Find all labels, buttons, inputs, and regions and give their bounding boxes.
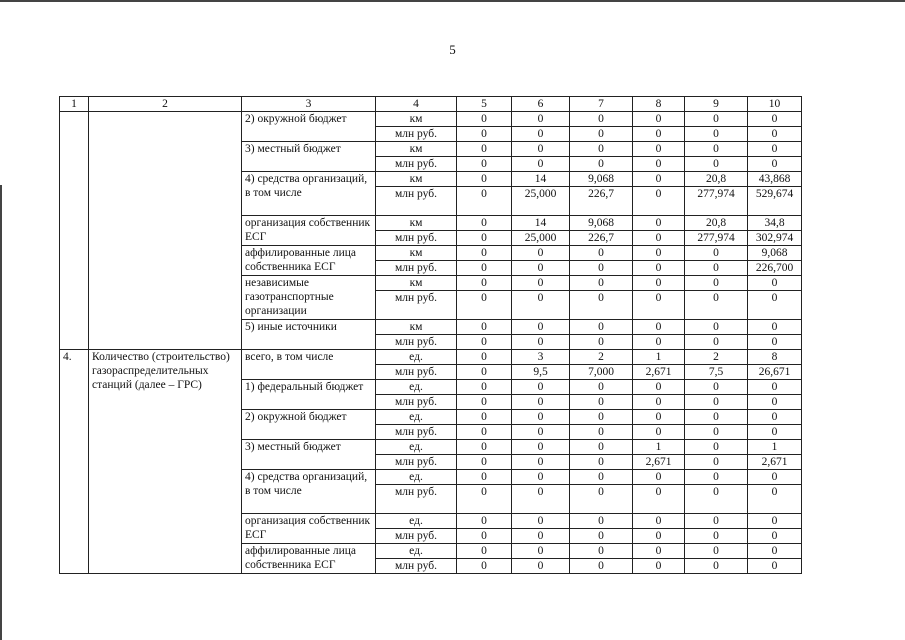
funding-source: всего, в том числе [242, 350, 376, 380]
unit: км [376, 112, 457, 127]
value-cell: 0 [570, 246, 633, 261]
value-cell: 0 [570, 440, 633, 455]
value-cell: 7,000 [570, 365, 633, 380]
value-cell: 0 [570, 529, 633, 544]
value-cell: 0 [570, 485, 633, 514]
value-cell: 0 [685, 380, 748, 395]
funding-source: 4) средства организаций, в том числе [242, 172, 376, 216]
funding-source: аффилированные лица собственника ЕСГ [242, 544, 376, 574]
value-cell: 0 [512, 246, 570, 261]
unit: км [376, 246, 457, 261]
value-cell: 0 [512, 112, 570, 127]
value-cell: 0 [512, 425, 570, 440]
value-cell: 0 [512, 440, 570, 455]
unit: млн руб. [376, 261, 457, 276]
value-cell: 0 [512, 470, 570, 485]
column-header: 1 [60, 97, 89, 112]
value-cell: 0 [633, 380, 685, 395]
value-cell: 277,974 [685, 187, 748, 216]
unit: км [376, 142, 457, 157]
value-cell: 0 [748, 425, 802, 440]
value-cell: 226,7 [570, 187, 633, 216]
column-header: 8 [633, 97, 685, 112]
value-cell: 0 [512, 529, 570, 544]
value-cell: 2 [685, 350, 748, 365]
value-cell: 0 [512, 127, 570, 142]
value-cell: 0 [685, 276, 748, 291]
unit: млн руб. [376, 559, 457, 574]
column-header: 4 [376, 97, 457, 112]
value-cell: 0 [570, 455, 633, 470]
column-header: 5 [457, 97, 512, 112]
value-cell: 3 [512, 350, 570, 365]
value-cell: 2,671 [633, 365, 685, 380]
value-cell: 34,8 [748, 216, 802, 231]
value-cell: 0 [457, 231, 512, 246]
value-cell: 0 [633, 559, 685, 574]
value-cell: 0 [685, 395, 748, 410]
value-cell: 0 [748, 157, 802, 172]
value-cell: 0 [685, 455, 748, 470]
unit: млн руб. [376, 157, 457, 172]
value-cell: 0 [457, 425, 512, 440]
value-cell: 0 [570, 514, 633, 529]
column-header: 9 [685, 97, 748, 112]
unit: млн руб. [376, 529, 457, 544]
indicator-name [89, 112, 242, 350]
value-cell: 0 [748, 291, 802, 320]
value-cell: 0 [457, 410, 512, 425]
unit: млн руб. [376, 127, 457, 142]
value-cell: 0 [570, 425, 633, 440]
value-cell: 0 [633, 485, 685, 514]
value-cell: 0 [748, 559, 802, 574]
value-cell: 0 [457, 291, 512, 320]
value-cell: 0 [457, 276, 512, 291]
value-cell: 0 [633, 320, 685, 335]
funding-source: 1) федеральный бюджет [242, 380, 376, 410]
value-cell: 0 [512, 544, 570, 559]
value-cell: 0 [748, 142, 802, 157]
value-cell: 0 [512, 410, 570, 425]
value-cell: 0 [633, 425, 685, 440]
unit: ед. [376, 380, 457, 395]
value-cell: 25,000 [512, 231, 570, 246]
unit: км [376, 172, 457, 187]
value-cell: 0 [570, 291, 633, 320]
value-cell: 0 [457, 485, 512, 514]
value-cell: 0 [570, 157, 633, 172]
column-header: 3 [242, 97, 376, 112]
value-cell: 0 [457, 172, 512, 187]
table-row [60, 350, 802, 365]
funding-source: 3) местный бюджет [242, 440, 376, 470]
value-cell: 0 [748, 410, 802, 425]
value-cell: 0 [457, 335, 512, 350]
value-cell: 0 [685, 261, 748, 276]
value-cell: 0 [457, 470, 512, 485]
value-cell: 0 [633, 246, 685, 261]
value-cell: 0 [748, 320, 802, 335]
unit: ед. [376, 544, 457, 559]
unit: км [376, 216, 457, 231]
value-cell: 0 [748, 544, 802, 559]
value-cell: 0 [570, 544, 633, 559]
value-cell: 0 [685, 246, 748, 261]
value-cell: 0 [457, 350, 512, 365]
value-cell: 0 [457, 112, 512, 127]
value-cell: 0 [457, 142, 512, 157]
unit: млн руб. [376, 485, 457, 514]
value-cell: 0 [457, 127, 512, 142]
unit: ед. [376, 440, 457, 455]
value-cell: 0 [512, 335, 570, 350]
value-cell: 0 [748, 112, 802, 127]
value-cell: 0 [633, 157, 685, 172]
value-cell: 0 [457, 216, 512, 231]
value-cell: 0 [685, 425, 748, 440]
value-cell: 0 [633, 187, 685, 216]
value-cell: 2 [570, 350, 633, 365]
table-body [60, 97, 802, 574]
value-cell: 0 [748, 395, 802, 410]
funding-source: 2) окружной бюджет [242, 112, 376, 142]
value-cell: 0 [685, 320, 748, 335]
value-cell: 0 [633, 142, 685, 157]
value-cell: 0 [633, 514, 685, 529]
value-cell: 0 [685, 157, 748, 172]
value-cell: 0 [633, 276, 685, 291]
value-cell: 8 [748, 350, 802, 365]
value-cell: 0 [512, 395, 570, 410]
funding-source: 4) средства организаций, в том числе [242, 470, 376, 514]
value-cell: 0 [748, 335, 802, 350]
value-cell: 1 [633, 440, 685, 455]
value-cell: 0 [457, 440, 512, 455]
funding-source: 3) местный бюджет [242, 142, 376, 172]
value-cell: 0 [685, 127, 748, 142]
value-cell: 0 [570, 410, 633, 425]
value-cell: 0 [685, 514, 748, 529]
funding-source: 5) иные источники [242, 320, 376, 350]
value-cell: 14 [512, 172, 570, 187]
value-cell: 0 [457, 187, 512, 216]
value-cell: 0 [685, 142, 748, 157]
value-cell: 0 [512, 514, 570, 529]
value-cell: 0 [633, 544, 685, 559]
value-cell: 14 [512, 216, 570, 231]
value-cell: 25,000 [512, 187, 570, 216]
unit: млн руб. [376, 425, 457, 440]
value-cell: 0 [457, 529, 512, 544]
value-cell: 43,868 [748, 172, 802, 187]
value-cell: 0 [748, 485, 802, 514]
value-cell: 0 [570, 380, 633, 395]
table-row [60, 112, 802, 127]
unit: км [376, 320, 457, 335]
value-cell: 0 [457, 395, 512, 410]
column-header: 6 [512, 97, 570, 112]
value-cell: 0 [570, 261, 633, 276]
scan-top-edge [0, 0, 905, 2]
value-cell: 0 [570, 112, 633, 127]
value-cell: 0 [570, 395, 633, 410]
value-cell: 0 [512, 291, 570, 320]
value-cell: 0 [633, 112, 685, 127]
value-cell: 0 [685, 440, 748, 455]
column-header: 7 [570, 97, 633, 112]
value-cell: 0 [633, 395, 685, 410]
value-cell: 0 [633, 470, 685, 485]
value-cell: 0 [748, 276, 802, 291]
header-row [60, 97, 802, 112]
value-cell: 0 [570, 127, 633, 142]
unit: млн руб. [376, 455, 457, 470]
value-cell: 1 [748, 440, 802, 455]
value-cell: 0 [457, 380, 512, 395]
value-cell: 0 [685, 410, 748, 425]
value-cell: 277,974 [685, 231, 748, 246]
unit: ед. [376, 514, 457, 529]
column-header: 2 [89, 97, 242, 112]
funding-source: 2) окружной бюджет [242, 410, 376, 440]
value-cell: 0 [512, 455, 570, 470]
row-number: 4. [60, 350, 89, 574]
value-cell: 0 [685, 470, 748, 485]
funding-source: организация собственник ЕСГ [242, 216, 376, 246]
column-header: 10 [748, 97, 802, 112]
value-cell: 26,671 [748, 365, 802, 380]
unit: ед. [376, 470, 457, 485]
value-cell: 0 [633, 127, 685, 142]
value-cell: 0 [457, 559, 512, 574]
value-cell: 0 [685, 112, 748, 127]
value-cell: 7,5 [685, 365, 748, 380]
value-cell: 0 [457, 514, 512, 529]
unit: млн руб. [376, 335, 457, 350]
value-cell: 226,700 [748, 261, 802, 276]
unit: млн руб. [376, 365, 457, 380]
value-cell: 0 [748, 127, 802, 142]
value-cell: 0 [685, 529, 748, 544]
value-cell: 9,068 [570, 172, 633, 187]
value-cell: 0 [570, 142, 633, 157]
value-cell: 0 [633, 261, 685, 276]
value-cell: 0 [570, 320, 633, 335]
value-cell: 0 [457, 365, 512, 380]
value-cell: 0 [512, 320, 570, 335]
value-cell: 0 [457, 320, 512, 335]
unit: млн руб. [376, 187, 457, 216]
value-cell: 0 [457, 246, 512, 261]
value-cell: 0 [633, 172, 685, 187]
value-cell: 0 [633, 335, 685, 350]
value-cell: 0 [748, 514, 802, 529]
value-cell: 0 [633, 231, 685, 246]
value-cell: 20,8 [685, 172, 748, 187]
value-cell: 0 [685, 544, 748, 559]
value-cell: 0 [512, 559, 570, 574]
unit: млн руб. [376, 395, 457, 410]
funding-source: независимые газотранспортные организации [242, 276, 376, 320]
unit: ед. [376, 350, 457, 365]
value-cell: 0 [685, 291, 748, 320]
value-cell: 1 [633, 350, 685, 365]
value-cell: 0 [512, 261, 570, 276]
unit: млн руб. [376, 291, 457, 320]
row-number [60, 112, 89, 350]
value-cell: 0 [633, 529, 685, 544]
value-cell: 0 [457, 157, 512, 172]
value-cell: 20,8 [685, 216, 748, 231]
value-cell: 0 [685, 559, 748, 574]
value-cell: 0 [512, 142, 570, 157]
value-cell: 0 [633, 291, 685, 320]
value-cell: 0 [570, 276, 633, 291]
value-cell: 0 [512, 380, 570, 395]
value-cell: 0 [748, 529, 802, 544]
value-cell: 0 [685, 335, 748, 350]
value-cell: 302,974 [748, 231, 802, 246]
value-cell: 9,068 [748, 246, 802, 261]
value-cell: 0 [633, 410, 685, 425]
funding-source: аффилированные лица собственника ЕСГ [242, 246, 376, 276]
value-cell: 2,671 [748, 455, 802, 470]
page-number: 5 [449, 42, 456, 57]
value-cell: 226,7 [570, 231, 633, 246]
value-cell: 0 [457, 455, 512, 470]
value-cell: 2,671 [633, 455, 685, 470]
value-cell: 0 [457, 261, 512, 276]
budget-table [59, 96, 802, 574]
value-cell: 0 [512, 276, 570, 291]
unit: ед. [376, 410, 457, 425]
value-cell: 529,674 [748, 187, 802, 216]
value-cell: 0 [570, 470, 633, 485]
value-cell: 0 [748, 470, 802, 485]
value-cell: 0 [570, 559, 633, 574]
value-cell: 0 [748, 380, 802, 395]
value-cell: 0 [512, 157, 570, 172]
scan-left-edge [0, 185, 2, 640]
funding-source: организация собственник ЕСГ [242, 514, 376, 544]
value-cell: 9,5 [512, 365, 570, 380]
value-cell: 0 [633, 216, 685, 231]
value-cell: 0 [457, 544, 512, 559]
value-cell: 0 [570, 335, 633, 350]
value-cell: 0 [685, 485, 748, 514]
value-cell: 0 [512, 485, 570, 514]
unit: км [376, 276, 457, 291]
value-cell: 9,068 [570, 216, 633, 231]
indicator-name: Количество (строительство) газораспределительных станций (далее – ГРС) [89, 350, 242, 574]
unit: млн руб. [376, 231, 457, 246]
